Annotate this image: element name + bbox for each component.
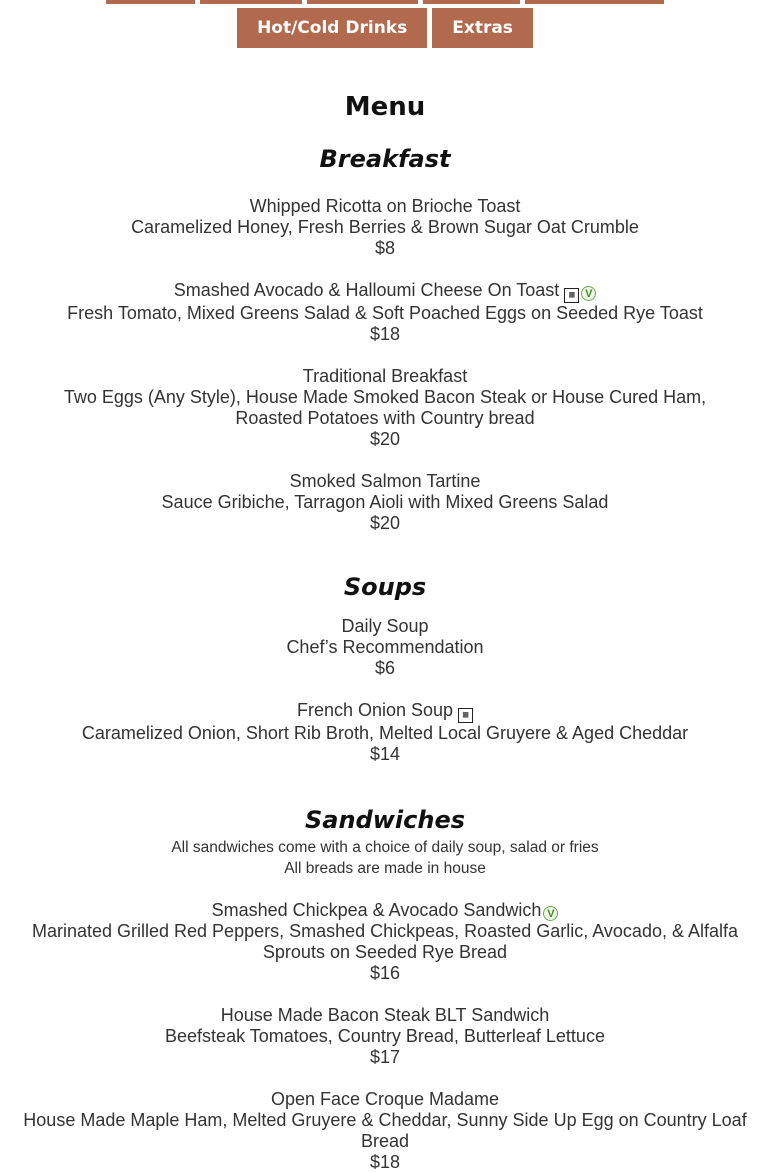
item-name: French Onion Soup — [296, 700, 454, 720]
item-name: Open Face Croque Madame — [270, 1089, 500, 1109]
gluten-free-icon: ▦ — [564, 288, 579, 303]
item-price: $17 — [369, 1047, 401, 1067]
item-name-row — [18, 900, 752, 921]
item-price: $14 — [369, 744, 401, 764]
menu-item — [0, 1089, 770, 1173]
item-description: House Made Maple Ham, Melted Gruyere & Cheddar, Sunny Side Up Egg on Country Loaf Bread — [23, 1110, 747, 1151]
page-title: Menu — [344, 92, 426, 122]
menu-item — [0, 616, 770, 679]
item-description: Sauce Gribiche, Tarragon Aioli with Mixed Greens Salad — [161, 492, 609, 512]
item-name: Whipped Ricotta on Brioche Toast — [249, 196, 521, 216]
vegetarian-icon: V — [543, 906, 558, 921]
item-price: $18 — [369, 1152, 401, 1172]
item-price: $18 — [369, 324, 401, 344]
section-title: Sandwiches — [304, 806, 466, 834]
menu-content — [0, 142, 770, 1173]
item-name-row — [18, 280, 752, 303]
menu-item — [0, 471, 770, 534]
section-spacer — [0, 534, 770, 570]
menu-item — [0, 366, 770, 450]
item-name-row — [18, 700, 752, 723]
category-tabs-top-row — [0, 0, 770, 4]
item-name: Daily Soup — [341, 616, 429, 636]
category-tabs — [0, 8, 770, 48]
section-soups — [0, 570, 770, 765]
category-tab[interactable] — [423, 0, 520, 4]
item-description: Two Eggs (Any Style), House Made Smoked Bacon Steak or House Cured Ham, Roasted Potatoes with Country bread — [63, 387, 707, 428]
section-title: Breakfast — [319, 145, 451, 173]
menu-item — [0, 900, 770, 984]
item-description: Marinated Grilled Red Peppers, Smashed Chickpeas, Roasted Garlic, Avocado, & Alfalfa Sprouts on Seeded Rye Bread — [31, 921, 739, 962]
section-sandwiches — [0, 803, 770, 1173]
section-note: All sandwiches come with a choice of daily soup, salad or fries — [171, 839, 599, 856]
section-note: All breads are made in house — [284, 860, 486, 877]
menu-item — [0, 1005, 770, 1068]
item-name: Traditional Breakfast — [302, 366, 468, 386]
gluten-free-icon: ▦ — [458, 708, 473, 723]
item-description: Caramelized Honey, Fresh Berries & Brown Sugar Oat Crumble — [131, 217, 639, 237]
item-name: Smashed Avocado & Halloumi Cheese On Toast — [173, 280, 560, 300]
item-description: Beefsteak Tomatoes, Country Bread, Butterleaf Lettuce — [165, 1026, 605, 1046]
item-name: House Made Bacon Steak BLT Sandwich — [220, 1005, 550, 1025]
item-price: $16 — [369, 963, 401, 983]
section-title: Soups — [343, 573, 427, 601]
menu-item — [0, 700, 770, 765]
item-description: Chef’s Recommendation — [286, 637, 484, 657]
tab-extras[interactable]: Extras — [432, 8, 533, 48]
vegetarian-icon: V — [581, 286, 596, 301]
item-price: $20 — [369, 513, 401, 533]
item-description: Caramelized Onion, Short Rib Broth, Melted Local Gruyere & Aged Cheddar — [81, 723, 689, 743]
menu-item — [0, 196, 770, 259]
item-name: Smoked Salmon Tartine — [289, 471, 481, 491]
item-name: Smashed Chickpea & Avocado Sandwich — [211, 900, 542, 920]
item-price: $8 — [374, 238, 396, 258]
item-price: $6 — [374, 658, 396, 678]
section-breakfast — [0, 142, 770, 534]
category-tab[interactable] — [525, 0, 664, 4]
section-spacer — [0, 765, 770, 803]
category-tab[interactable] — [307, 0, 418, 4]
item-price: $20 — [369, 429, 401, 449]
category-tab[interactable] — [106, 0, 195, 4]
item-description: Fresh Tomato, Mixed Greens Salad & Soft Poached Eggs on Seeded Rye Toast — [67, 303, 703, 323]
category-tab[interactable] — [200, 0, 302, 4]
tab-hot-cold-drinks[interactable]: Hot/Cold Drinks — [237, 8, 427, 48]
menu-item — [0, 280, 770, 345]
